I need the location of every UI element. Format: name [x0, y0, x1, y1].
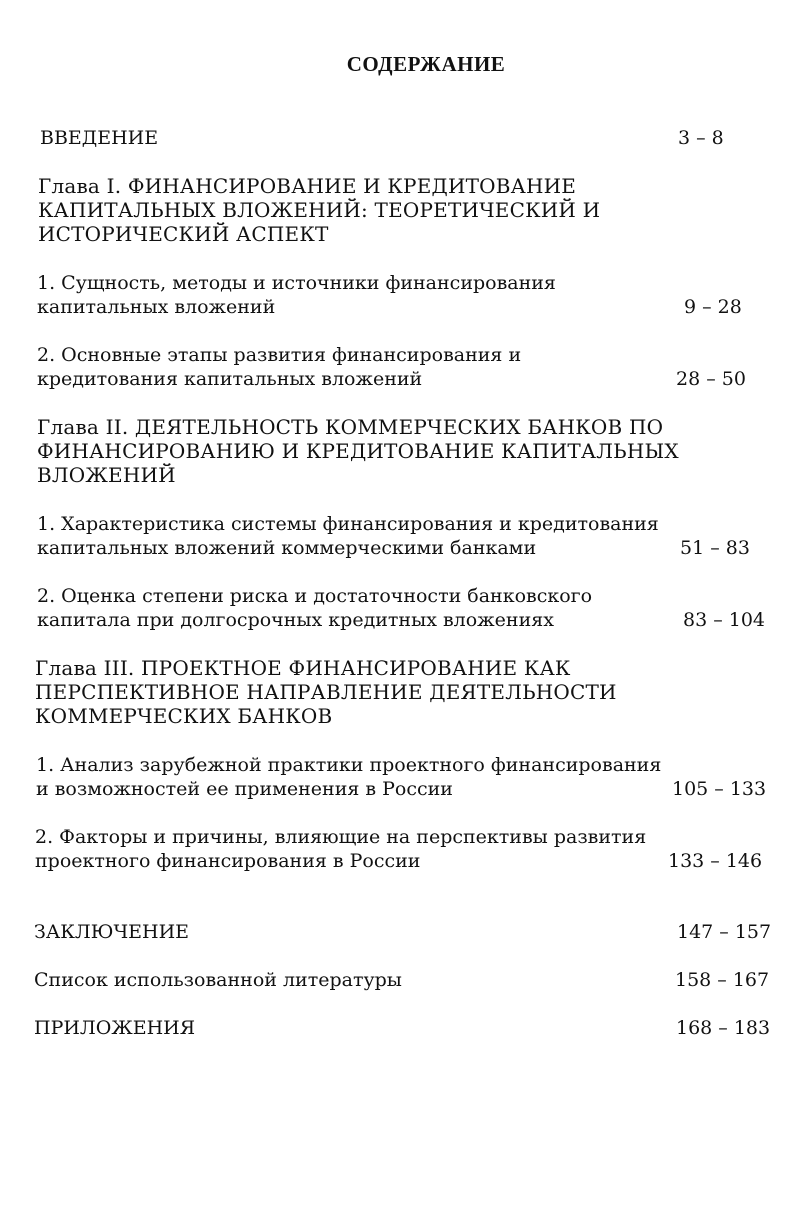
chapter-title-line: Глава II. ДЕЯТЕЛЬНОСТЬ КОММЕРЧЕСКИХ БАНКОВ ПО [37, 415, 664, 439]
section-title-line: проектного финансирования в России [35, 850, 421, 872]
toc-entry-conclusion [34, 920, 189, 944]
chapter-title-line: КОММЕРЧЕСКИХ БАНКОВ [35, 704, 333, 728]
chapter-title-line: ИСТОРИЧЕСКИЙ АСПЕКТ [38, 222, 329, 246]
section-title-line: 2. Оценка степени риска и достаточности банковского [37, 585, 593, 607]
toc-entry-references [34, 968, 402, 992]
chapter-title-line: Глава III. ПРОЕКТНОЕ ФИНАНСИРОВАНИЕ КАК [35, 656, 571, 680]
toc-entry-label: ЗАКЛЮЧЕНИЕ [34, 921, 190, 943]
toc-section-pages: 9 – 28 [684, 296, 742, 318]
toc-section-1-2 [37, 343, 521, 391]
toc-section-3-1 [36, 753, 661, 801]
section-title-line: 1. Анализ зарубежной практики проектного финансирования [36, 754, 662, 776]
toc-entry-label: ВВЕДЕНИЕ [40, 127, 159, 149]
toc-section-pages: 83 – 104 [683, 609, 766, 631]
section-title-line: 2. Основные этапы развития финансирования и [37, 344, 522, 366]
toc-entry-pages: 3 – 8 [678, 127, 724, 149]
toc-entry-label: Список использованной литературы [34, 969, 402, 991]
toc-chapter-2 [37, 415, 679, 487]
section-title-line: 1. Характеристика системы финансирования и кредитования [37, 513, 659, 535]
section-title-line: капитальных вложений коммерческими банками [37, 537, 537, 559]
toc-entry-pages: 158 – 167 [675, 969, 770, 991]
toc-chapter-1 [38, 174, 600, 246]
toc-section-pages: 51 – 83 [680, 537, 750, 559]
toc-chapter-3 [35, 656, 617, 728]
chapter-title-line: ВЛОЖЕНИЙ [37, 463, 176, 487]
section-title-line: капитальных вложений [37, 296, 276, 318]
toc-entry-intro [40, 126, 158, 150]
toc-entry-pages: 147 – 157 [677, 921, 772, 943]
toc-section-2-2 [37, 584, 592, 632]
chapter-title-line: ПЕРСПЕКТИВНОЕ НАПРАВЛЕНИЕ ДЕЯТЕЛЬНОСТИ [35, 680, 617, 704]
chapter-title-line: Глава I. ФИНАНСИРОВАНИЕ И КРЕДИТОВАНИЕ [38, 174, 577, 198]
toc-section-pages: 105 – 133 [672, 778, 767, 800]
toc-section-2-1 [37, 512, 659, 560]
section-title-line: 1. Сущность, методы и источники финансирования [37, 272, 556, 294]
page-title: СОДЕРЖАНИЕ [346, 52, 506, 76]
toc-entry-pages: 168 – 183 [676, 1017, 771, 1039]
toc-entry-appendices [34, 1016, 195, 1040]
toc-entry-label: ПРИЛОЖЕНИЯ [34, 1017, 196, 1039]
section-title-line: капитала при долгосрочных кредитных вложениях [37, 609, 554, 631]
toc-section-pages: 133 – 146 [668, 850, 763, 872]
chapter-title-line: КАПИТАЛЬНЫХ ВЛОЖЕНИЙ: ТЕОРЕТИЧЕСКИЙ И [38, 198, 601, 222]
section-title-line: кредитования капитальных вложений [37, 368, 423, 390]
toc-section-pages: 28 – 50 [676, 368, 746, 390]
toc-section-1-1 [37, 271, 556, 319]
section-title-line: 2. Факторы и причины, влияющие на перспективы развития [35, 826, 647, 848]
chapter-title-line: ФИНАНСИРОВАНИЮ И КРЕДИТОВАНИЕ КАПИТАЛЬНЫХ [37, 439, 679, 463]
section-title-line: и возможностей ее применения в России [36, 778, 453, 800]
toc-section-3-2 [35, 825, 646, 873]
